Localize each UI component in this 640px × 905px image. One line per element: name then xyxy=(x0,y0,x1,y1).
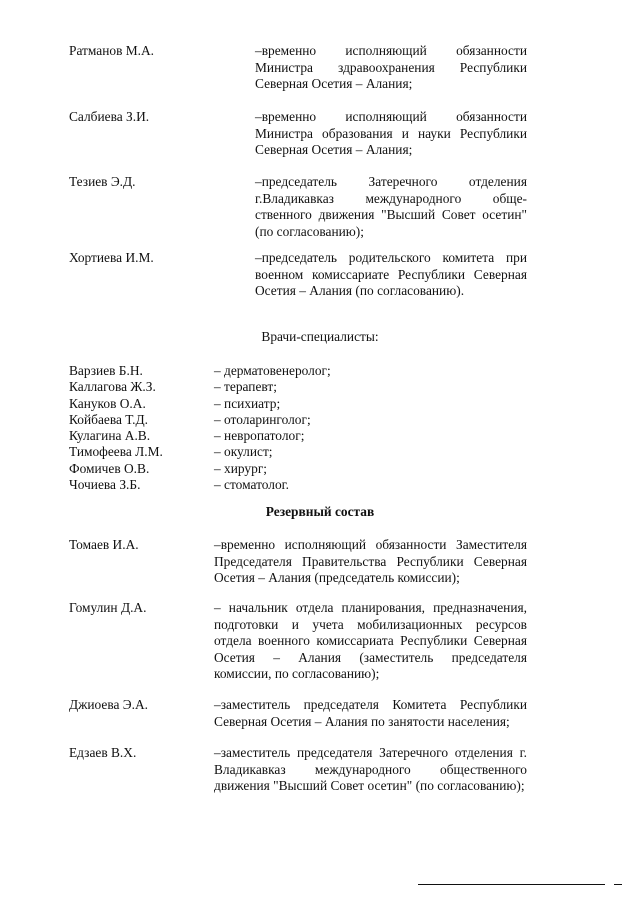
member-name: Салбиева З.И. xyxy=(69,109,150,124)
reserve-name: Джиоева Э.А. xyxy=(69,697,148,712)
specialist-role: – окулист; xyxy=(214,444,273,460)
member-role: –председатель Затеречного отделения г.Владикавказ международного обще-ственного движения "Высший Совет осетин" (по согласованию); xyxy=(255,174,527,239)
specialist-name: Варзиев Б.Н. xyxy=(69,363,143,378)
specialist-name: Койбаева Т.Д. xyxy=(69,411,148,427)
specialist-name: Фомичев О.В. xyxy=(69,460,150,476)
specialist-name: Кануков О.А. xyxy=(69,395,146,411)
specialist-name: Чочиева З.Б. xyxy=(69,477,141,493)
specialist-role: – дерматовенеролог; xyxy=(214,363,331,378)
member-name: Тезиев Э.Д. xyxy=(69,174,136,189)
specialist-role: – хирург; xyxy=(214,460,268,476)
specialist-role: – терапевт; xyxy=(214,379,277,395)
specialist-name: Кулагина А.В. xyxy=(69,428,151,444)
specialist-role: – невропатолог; xyxy=(214,428,305,444)
reserve-role: – начальник отдела планирования, предназначения, подготовки и учета мобилизационных ресурсов отдела военного комиссариата Республики Северная Осетия – Алания (заместитель председателя комиссии, по согласованию); xyxy=(214,600,527,681)
reserve-name: Гомулин Д.А. xyxy=(69,600,147,615)
footer-rule-tick xyxy=(614,884,622,885)
member-name: Ратманов М.А. xyxy=(69,43,155,58)
specialists-heading: Врачи-специалисты: xyxy=(261,329,379,344)
reserve-role: –временно исполняющий обязанности Заместителя Председателя Правительства Республики Северная Осетия – Алания (председатель комиссии); xyxy=(214,537,527,585)
reserve-name: Едзаев В.Х. xyxy=(69,745,137,760)
specialist-name: Тимофеева Л.М. xyxy=(69,444,163,460)
specialist-role: – психиатр; xyxy=(214,395,281,411)
reserve-role: –заместитель председателя Затеречного отделения г. Владикавказ международного общественного движения "Высший Совет осетин" (по согласованию); xyxy=(214,745,527,793)
member-role: –временно исполняющий обязанности Министра образования и науки Республики Северная Осетия – Алания; xyxy=(255,109,527,157)
specialist-role: – стоматолог. xyxy=(214,477,289,493)
reserve-name: Томаев И.А. xyxy=(69,537,139,552)
member-role: –временно исполняющий обязанности Министра здравоохранения Республики Северная Осетия – Алания; xyxy=(255,43,527,91)
reserve-heading: Резервный состав xyxy=(265,504,375,519)
member-name: Хортиева И.М. xyxy=(69,250,154,265)
specialist-role: – отоларинголог; xyxy=(214,411,311,427)
reserve-role: –заместитель председателя Комитета Республики Северная Осетия – Алания по занятости населения; xyxy=(214,697,527,729)
footer-rule xyxy=(418,884,605,885)
member-role: –председатель родительского комитета при военном комиссариате Республики Северная Осетия – Алания (по согласованию). xyxy=(255,250,527,298)
specialist-name: Каллагова Ж.З. xyxy=(69,379,156,395)
